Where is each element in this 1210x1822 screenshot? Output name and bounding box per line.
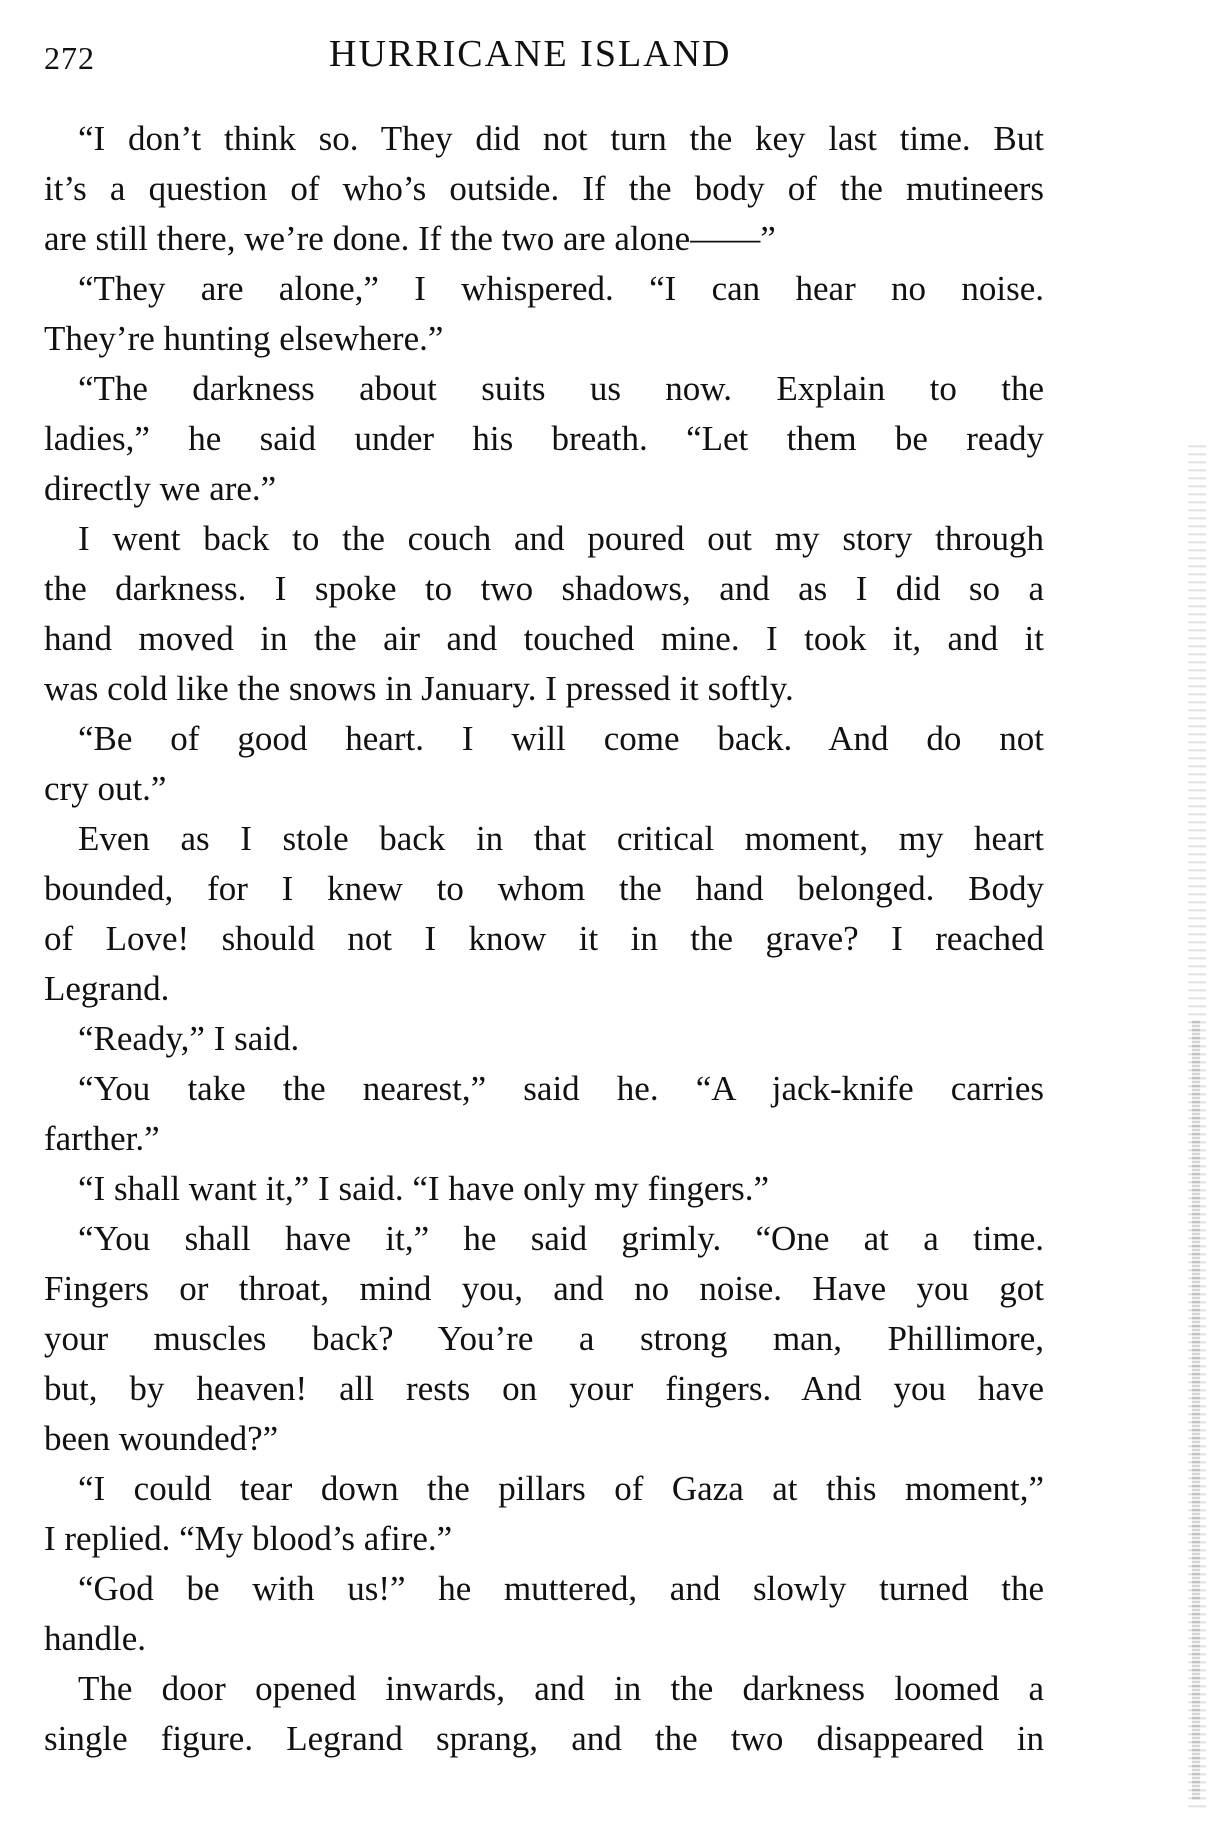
text-line: “They are alone,” I whispered. “I can hear no noise. [78, 269, 1044, 308]
page-edge-speckle [1192, 1020, 1200, 1800]
text-line: I went back to the couch and poured out my story through [78, 519, 1044, 558]
running-head [44, 32, 1044, 82]
text-line: but, by heaven! all rests on your fingers. And you have [44, 1369, 1044, 1408]
text-line: of Love! should not I know it in the grave? I reached [44, 919, 1044, 958]
text-line: handle. [44, 1619, 147, 1658]
text-line: “I don’t think so. They did not turn the key last time. But [78, 119, 1044, 158]
text-line: They’re hunting elsewhere.” [44, 319, 444, 358]
text-line: the darkness. I spoke to two shadows, and as I did so a [44, 569, 1044, 608]
text-line: single figure. Legrand sprang, and the two disappeared in [44, 1719, 1044, 1758]
text-line: “God be with us!” he muttered, and slowly turned the [78, 1569, 1044, 1608]
running-title: HURRICANE ISLAND [329, 33, 732, 75]
text-line: hand moved in the air and touched mine. I took it, and it [44, 619, 1044, 658]
text-line: your muscles back? You’re a strong man, Phillimore, [44, 1319, 1044, 1358]
text-line: farther.” [44, 1119, 160, 1158]
text-line: been wounded?” [44, 1419, 279, 1458]
body-text [44, 114, 1044, 1764]
text-line: it’s a question of who’s outside. If the body of the mutineers [44, 169, 1044, 208]
text-line: “I could tear down the pillars of Gaza at this moment,” [78, 1469, 1044, 1508]
text-line: “I shall want it,” I said. “I have only my fingers.” [78, 1169, 770, 1208]
text-line: I replied. “My blood’s afire.” [44, 1519, 453, 1558]
text-line: “Ready,” I said. [78, 1019, 300, 1058]
text-line: Even as I stole back in that critical moment, my heart [78, 819, 1044, 858]
text-line: are still there, we’re done. If the two are alone——” [44, 219, 776, 258]
text-line: Legrand. [44, 969, 170, 1008]
page-number: 272 [44, 40, 95, 76]
text-line: “You take the nearest,” said he. “A jack-knife carries [78, 1069, 1044, 1108]
text-line: directly we are.” [44, 469, 277, 508]
text-line: “The darkness about suits us now. Explain to the [78, 369, 1044, 408]
text-line: was cold like the snows in January. I pressed it softly. [44, 669, 794, 708]
text-line: Fingers or throat, mind you, and no noise. Have you got [44, 1269, 1044, 1308]
text-line: “Be of good heart. I will come back. And do not [78, 719, 1044, 758]
text-line: “You shall have it,” he said grimly. “One at a time. [78, 1219, 1044, 1258]
text-line: ladies,” he said under his breath. “Let them be ready [44, 419, 1044, 458]
text-line: bounded, for I knew to whom the hand belonged. Body [44, 869, 1044, 908]
text-line: cry out.” [44, 769, 167, 808]
text-line: The door opened inwards, and in the darkness loomed a [78, 1669, 1044, 1708]
